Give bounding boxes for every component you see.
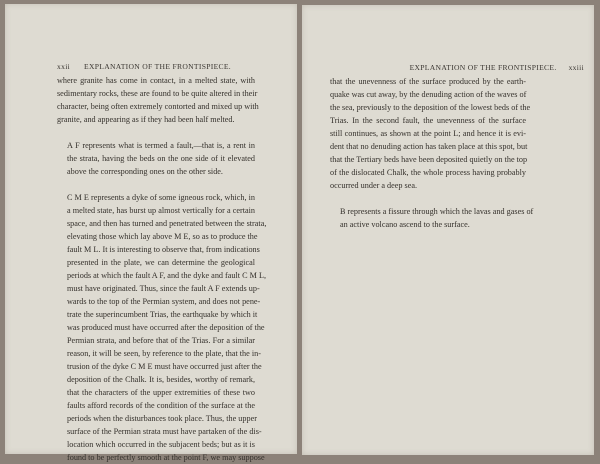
text-line: a melted state, has burst up almost vertically for a certain xyxy=(67,206,255,215)
text-line: that the characters of the upper extremities of these two xyxy=(67,388,255,397)
text-line: occurred under a deep sea. xyxy=(330,181,418,190)
text-line: reason, it will be seen, by reference to the plate, that the in- xyxy=(67,349,261,358)
text-line: location which occurred in the subjacent beds; but as it is xyxy=(67,440,255,449)
text-line: was produced must have occurred after the deposition of the xyxy=(67,323,265,332)
text-line: above the corresponding ones on the other side. xyxy=(67,167,223,176)
paragraph-fissure xyxy=(330,205,534,231)
text-line: presented in the plate, we can determine the geological xyxy=(67,258,255,267)
text-line: character, being often extremely contorted and mixed up with xyxy=(57,102,259,111)
text-line: an active volcano ascend to the surface. xyxy=(340,220,470,229)
paragraph-fault xyxy=(57,139,255,178)
text-line: the sea, previously to the deposition of the lowest beds of the xyxy=(330,103,531,112)
text-line: fault M L. It is interesting to observe that, from indications xyxy=(67,245,260,254)
text-line: that the unevenness of the surface produced by the earth- xyxy=(330,77,526,86)
text-line: space, and then has turned and penetrated between the strata, xyxy=(67,219,267,228)
page-number: xxii xyxy=(57,62,71,71)
text-line: C M E represents a dyke of some igneous rock, which, in xyxy=(67,193,255,202)
text-line: surface of the Permian strata must have partaken of the dis- xyxy=(67,427,262,436)
text-line: where granite has come in contact, in a melted state, with xyxy=(57,76,255,85)
text-line: periods at which the fault A F, and the dyke and fault C M L, xyxy=(67,271,266,280)
running-head xyxy=(410,63,584,72)
text-line: still continues, as shown at the point L; and hence it is evi- xyxy=(330,129,526,138)
text-line: A F represents what is termed a fault,—that is, a rent in xyxy=(67,141,255,150)
page-body xyxy=(57,74,267,464)
page-body xyxy=(330,75,534,231)
page-number: xxiii xyxy=(568,63,584,72)
text-line: deposition of the Chalk. It is, besides, worthy of remark, xyxy=(67,375,255,384)
text-line: must have originated. Thus, since the fault A F extends up- xyxy=(67,284,260,293)
paragraph-dyke xyxy=(57,191,267,464)
text-line: periods when the disturbances took place. Thus, the upper xyxy=(67,414,257,423)
text-line: faults afford records of the condition of the surface at the xyxy=(67,401,255,410)
text-line: that the Tertiary beds have been deposited quietly on the top xyxy=(330,155,528,164)
running-head-title: EXPLANATION OF THE FRONTISPIECE. xyxy=(409,63,557,72)
right-page xyxy=(302,5,594,455)
text-line: quake was cut away, by the denuding action of the waves of xyxy=(330,90,527,99)
text-line: of the dislocated Chalk, the whole process having probably xyxy=(330,168,526,177)
text-line: found to be perfectly smooth at the point F, we may suppose xyxy=(67,453,265,462)
text-line: granite, and appearing as if they had been half melted. xyxy=(57,115,235,124)
running-head xyxy=(57,62,231,71)
text-line: dent that no denuding action has taken place at this spot, but xyxy=(330,142,528,151)
text-line: the strata, having the beds on the one side of it elevated xyxy=(67,154,255,163)
paragraph xyxy=(330,75,531,192)
paragraph xyxy=(57,74,259,126)
left-page xyxy=(5,4,297,462)
text-line: Trias. In the second fault, the unevenness of the surface xyxy=(330,116,526,125)
text-line: wards to the top of the Permian system, and does not pene- xyxy=(67,297,261,306)
text-line: trusion of the dyke C M E must have occurred just after the xyxy=(67,362,262,371)
text-line: B represents a fissure through which the lavas and gases of xyxy=(340,207,534,216)
running-head-title: EXPLANATION OF THE FRONTISPIECE. xyxy=(84,62,232,71)
text-line: elevating those which lay above M E, so as to produce the xyxy=(67,232,258,241)
text-line: sedimentary rocks, these are found to be quite altered in their xyxy=(57,89,258,98)
text-line: trate the superincumbent Trias, the earthquake by which it xyxy=(67,310,258,319)
text-line: Permian strata, and before that of the Trias. For a similar xyxy=(67,336,255,345)
